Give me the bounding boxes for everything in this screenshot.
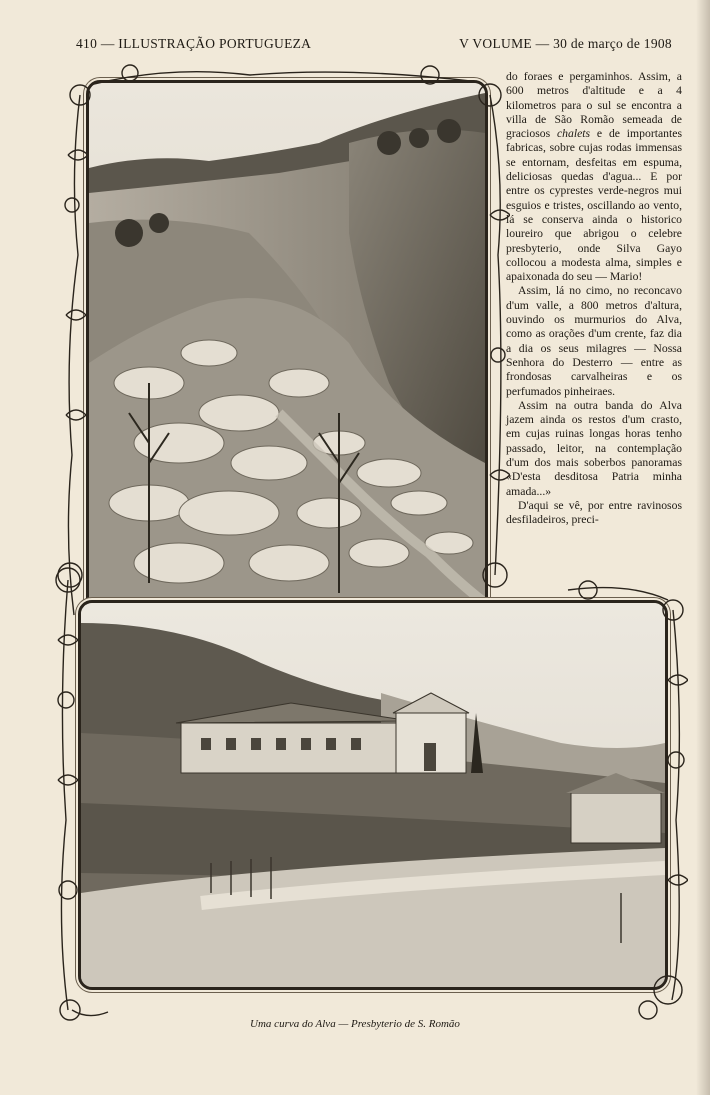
article-paragraph: Assim na outra banda do Alva jazem ainda os restos d'um crasto, em cujas ruinas longas horas tenho passado, leitor, na contemplação d'um dos mais soberbos panoramas «D'esta desditosa Patria minha amada...» <box>506 398 682 498</box>
page-edge-shadow <box>696 0 710 1095</box>
article-paragraph: do foraes e pergaminhos. Assim, a 600 metros d'altitude e a 4 kilometros para o sul se encontra a villa de São Romão semeada de graciosos chalets e de importantes fabricas, sobre cujas rodas immensas se entornam, desfeitas em espuma, deliciosas quedas d'agua... E por entre os cyprestes verde-negros mui esguios e tristes, oscillando ao vento, lá se conserva ainda o historico loureiro que abrigou o celebre presbyterio, onde Silva Gayo collocou a modesta alma, simples e apaixonada do seu — Mario! <box>506 70 682 284</box>
article-text-column <box>506 70 682 528</box>
photo-presbytery <box>78 600 668 990</box>
river-gorge-image <box>89 83 485 623</box>
page-header <box>76 36 672 52</box>
header-page-and-title: 410 — ILLUSTRAÇÃO PORTUGUEZA <box>76 36 312 51</box>
photo-caption: Uma curva do Alva — Presbyterio de S. Romão <box>250 1018 460 1030</box>
article-paragraph: Assim, lá no cimo, no reconcavo d'um valle, a 800 metros d'altura, ouvindo os murmurios do Alva, como as orações d'um crente, faz dia a dia os seus milagres — Nossa Senhora do Desterro — entre as frondosas carvalheiras e os perfumados pinheiraes. <box>506 284 682 398</box>
presbytery-image <box>81 603 665 987</box>
header-volume-date: V VOLUME — 30 de março de 1908 <box>459 36 672 51</box>
photo-river-gorge <box>86 80 488 626</box>
article-paragraph: D'aqui se vê, por entre ravinosos desfiladeiros, preci- <box>506 498 682 527</box>
